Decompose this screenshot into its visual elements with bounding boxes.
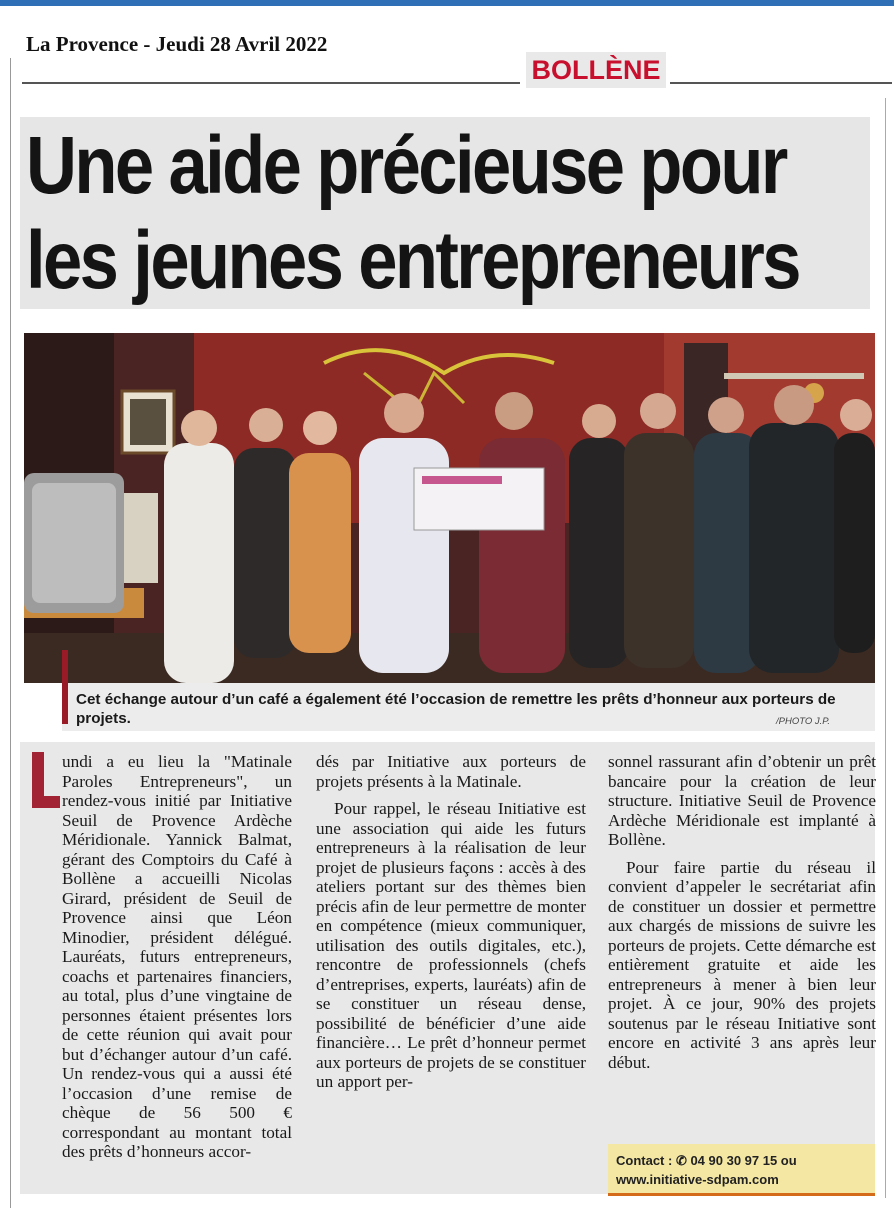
newspaper-source: La Provence - Jeudi 28 Avril 2022 — [26, 32, 328, 56]
left-frame-rule — [10, 58, 11, 1208]
contact-website[interactable]: www.initiative-sdpam.com — [616, 1172, 779, 1187]
photo-caption: Cet échange autour d’un café a également été l’occasion de remettre les prêts d’honneur aux porteurs de projets. — [76, 691, 836, 727]
headline-line-2: les jeunes entrepreneurs — [26, 215, 799, 306]
article-paragraph: Pour faire partie du réseau il convient d’appeler le secrétariat afin de constituer un dossier et permettre aux chargés de missions de suivre les porteurs de projets. Cette démarche est entièrement gratuite et aide les entrepreneurs à mener à bien leur projet. À ce jour, 90% des projets soutenus par le réseau Initiative sont encore en activité 3 ans après leur début. — [608, 857, 876, 1072]
section-tag: BOLLÈNE — [526, 52, 666, 88]
article-paragraph: Pour rappel, le réseau Initiative est une association qui aide les futurs entrepreneurs à la réalisation de leur projet de plusieurs façons : accès à des ateliers portant sur des thèmes bien précis afin de leur permettre de monter en compétence (mieux communiquer, utilisation des outils digitales, etc.), rencontre de professionnels (chefs d’entreprises, experts, lauréats) afin de se constituer un réseau dense, possibilité de bénéficier d’une aide financière… Le prêt d’honneur permet aux porteurs de projets de se constituer un apport per- — [316, 799, 586, 1091]
headline — [26, 118, 799, 308]
group-photo-illustration — [24, 333, 875, 683]
contact-phone: Contact : ✆ 04 90 30 97 15 ou — [616, 1153, 797, 1168]
article-column-3 — [608, 752, 876, 1072]
top-accent-bar — [0, 0, 894, 6]
article-paragraph: undi a eu lieu la "Matinale Paroles Entrepreneurs", un rendez-vous initié par Initiative Seuil de Provence Ardèche Méridionale. Yannick Balmat, gérant des Comptoirs du Café à Bollène a accueilli Nicolas Girard, président de Seuil de Provence ainsi que Léon Minodier, président délégué. Lauréats, futurs entrepreneurs, coachs et partenaires financiers, au total, plus d’une vingtaine de personnes étaient présentes lors de cette réunion qui avait pour but d’échanger autour d’un café. Un rendez-vous qui a aussi été l’occasion d’une remise de chèque de 56 500 € correspondant au montant total des prêts d’honneurs accor- — [62, 752, 292, 1161]
group-photo — [24, 333, 875, 683]
header-rule-left — [22, 82, 520, 84]
article-paragraph: dés par Initiative aux porteurs de projets présents à la Matinale. — [316, 752, 586, 791]
right-frame-rule — [885, 98, 886, 1198]
article-column-2 — [316, 752, 586, 1092]
header-rule-right — [670, 82, 892, 84]
caption-accent-bar — [62, 650, 68, 724]
headline-line-1: Une aide précieuse pour — [26, 120, 786, 211]
article-column-1 — [22, 752, 292, 1162]
photo-credit: /PHOTO J.P. — [776, 716, 831, 727]
contact-info — [616, 1151, 797, 1189]
article-paragraph: sonnel rassurant afin d’obtenir un prêt bancaire pour la création de leur structure. Initiative Seuil de Provence Ardèche Méridionale est implanté à Bollène. — [608, 752, 876, 849]
